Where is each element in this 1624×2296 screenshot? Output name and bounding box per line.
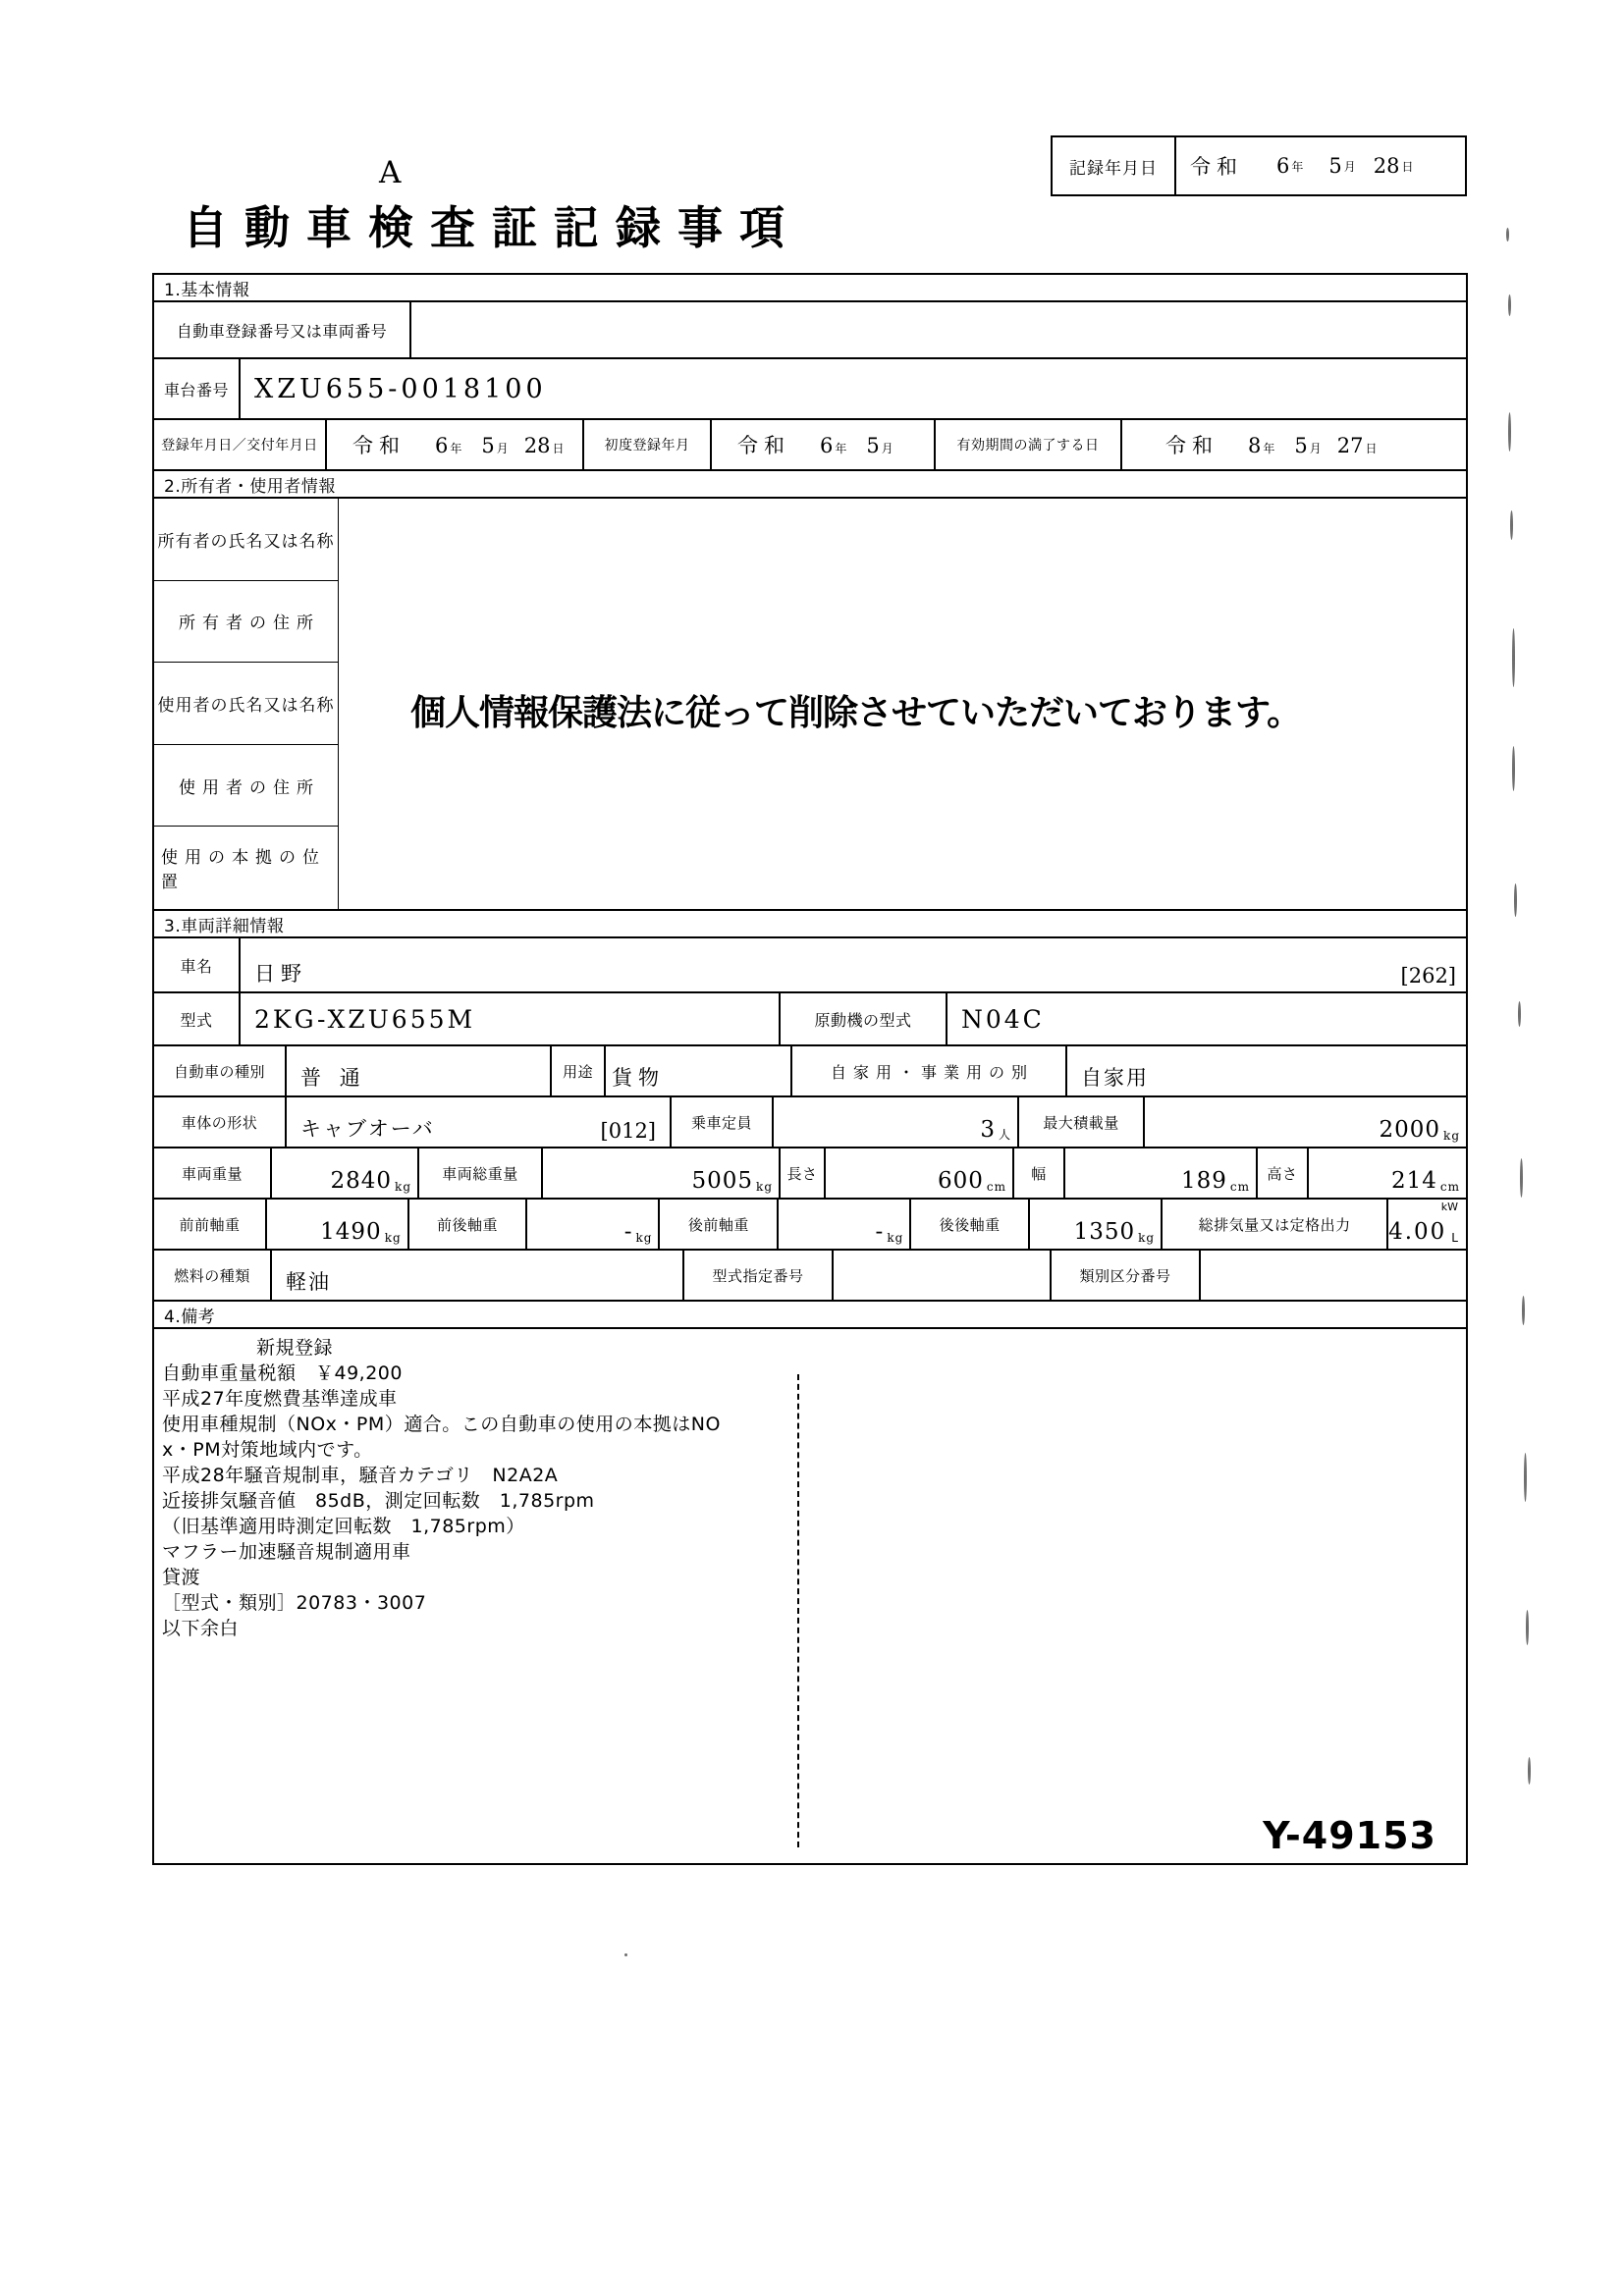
expiry-date-label: 有効期間の満了する日 xyxy=(936,420,1122,469)
registration-number-row xyxy=(154,302,1466,359)
vehicle-name-row xyxy=(154,938,1466,993)
height-label: 高さ xyxy=(1258,1148,1309,1198)
registration-date-year: 6 xyxy=(435,434,449,457)
axle-rf-label: 後前軸重 xyxy=(660,1200,779,1249)
axle-rr-value-cell xyxy=(1030,1200,1163,1249)
scan-speckle xyxy=(1506,228,1509,241)
registration-date-month-unit: 月 xyxy=(496,442,509,455)
vehicle-name-label: 車名 xyxy=(154,938,241,991)
expiry-date-day: 27 xyxy=(1336,434,1364,457)
remarks-area xyxy=(154,1329,1466,1879)
scan-speckle xyxy=(1524,1453,1527,1502)
chassis-number-label: 車台番号 xyxy=(154,359,241,418)
displacement-value-cell xyxy=(1388,1200,1466,1249)
private-business-value: 自家用 xyxy=(1081,1066,1149,1090)
private-business-label: 自家用・事業用の別 xyxy=(792,1046,1067,1095)
chassis-number-value: XZU655-0018100 xyxy=(254,373,547,404)
remark-line: 貸渡 xyxy=(162,1567,201,1588)
engine-model-value: N04C xyxy=(961,1004,1045,1034)
remark-line: ［型式・類別］20783・3007 xyxy=(162,1592,427,1614)
width-value-cell xyxy=(1065,1148,1258,1198)
user-address-label: 使用者の住所 xyxy=(154,745,339,828)
length-value-cell xyxy=(826,1148,1014,1198)
expiry-date-year-unit: 年 xyxy=(1263,442,1275,455)
fuel-type-row xyxy=(154,1251,1466,1302)
axle-fr-unit: kg xyxy=(635,1231,653,1245)
expiry-date-era: 令和 xyxy=(1165,434,1218,457)
scan-speckle xyxy=(1508,294,1511,316)
first-registration-year-unit: 年 xyxy=(835,442,847,455)
displacement-label: 総排気量又は定格出力 xyxy=(1163,1200,1388,1249)
base-location-label: 使用の本拠の位置 xyxy=(154,827,339,909)
axle-fr-value-cell xyxy=(527,1200,660,1249)
scan-speckle xyxy=(1512,628,1515,687)
document-serial-number: Y-49153 xyxy=(1263,1814,1436,1857)
axle-rr-label: 後後軸重 xyxy=(911,1200,1030,1249)
owner-name-label: 所有者の氏名又は名称 xyxy=(154,499,339,581)
width-value: 189 xyxy=(1180,1168,1227,1194)
registration-number-label: 自動車登録番号又は車両番号 xyxy=(154,302,411,357)
gross-weight-unit: kg xyxy=(756,1180,773,1194)
height-unit: cm xyxy=(1439,1180,1460,1194)
engine-model-label: 原動機の型式 xyxy=(781,993,947,1044)
record-date-day-unit: 日 xyxy=(1401,159,1414,174)
scan-speckle xyxy=(1510,510,1513,540)
height-value: 214 xyxy=(1390,1168,1437,1194)
axle-rr-unit: kg xyxy=(1138,1231,1156,1245)
displacement-unit-kw: kW xyxy=(1440,1201,1458,1213)
scan-speckle xyxy=(1526,1610,1529,1645)
vehicle-class-label: 自動車の種別 xyxy=(154,1046,287,1095)
length-value: 600 xyxy=(937,1168,984,1194)
model-designation-value xyxy=(834,1251,1052,1300)
remark-line: 使用車種規制（NOx・PM）適合。この自動車の使用の本拠はNO xyxy=(162,1414,721,1435)
record-date-label: 記録年月日 xyxy=(1053,137,1176,194)
seating-capacity-value-cell xyxy=(774,1097,1019,1147)
record-date-year: 6 xyxy=(1276,154,1290,178)
seating-capacity-value: 3 xyxy=(980,1117,996,1143)
remark-line: 新規登録 xyxy=(256,1337,334,1359)
registration-date-day-unit: 日 xyxy=(552,442,565,455)
axle-ff-unit: kg xyxy=(384,1231,402,1245)
purpose-label: 用途 xyxy=(552,1046,606,1095)
registration-dates-row xyxy=(154,420,1466,471)
body-shape-value: キャブオーバ xyxy=(300,1117,435,1141)
remark-line: x・PM対策地域内です。 xyxy=(162,1439,373,1461)
section-1-heading: 1.基本情報 xyxy=(154,275,1466,302)
gross-weight-value: 5005 xyxy=(691,1168,754,1194)
scan-speckle xyxy=(1522,1296,1525,1325)
gross-weight-value-cell xyxy=(543,1148,781,1198)
fuel-type-label: 燃料の種類 xyxy=(154,1251,272,1300)
section-3-heading: 3.車両詳細情報 xyxy=(154,911,1466,938)
axle-rr-value: 1350 xyxy=(1073,1219,1136,1245)
owner-address-label: 所有者の住所 xyxy=(154,581,339,664)
remark-line: 以下余白 xyxy=(162,1618,240,1639)
first-registration-year: 6 xyxy=(820,434,834,457)
max-load-value: 2000 xyxy=(1379,1117,1441,1143)
scan-speckle xyxy=(1528,1757,1531,1785)
axle-fr-value: - xyxy=(623,1219,633,1245)
width-unit: cm xyxy=(1229,1180,1250,1194)
remark-line: マフラー加速騒音規制適用車 xyxy=(162,1541,411,1563)
remarks-dashed-divider xyxy=(797,1374,799,1847)
vehicle-class-row xyxy=(154,1046,1466,1097)
registration-date-era: 令和 xyxy=(352,434,406,457)
record-date-box xyxy=(1051,135,1467,196)
expiry-date-day-unit: 日 xyxy=(1365,442,1378,455)
privacy-redaction-notice: 個人情報保護法に従って削除させていただいております。 xyxy=(410,693,1302,733)
registration-date-value xyxy=(327,420,584,469)
axle-ff-label: 前前軸重 xyxy=(154,1200,267,1249)
fuel-type-value: 軽油 xyxy=(272,1251,684,1300)
remarks-text xyxy=(154,1329,1466,1641)
certificate-frame xyxy=(152,273,1468,1865)
displacement-value: 4.00 xyxy=(1388,1219,1447,1245)
scan-speckle xyxy=(1520,1158,1523,1198)
vehicle-weight-value-cell xyxy=(272,1148,419,1198)
vehicle-weight-value: 2840 xyxy=(330,1168,393,1194)
record-date-day: 28 xyxy=(1373,154,1400,178)
scan-speckle xyxy=(1518,1001,1521,1027)
body-shape-code: [012] xyxy=(600,1119,656,1143)
first-registration-month: 5 xyxy=(866,434,880,457)
remark-line: 平成27年度燃費基準達成車 xyxy=(162,1388,398,1410)
record-date-year-unit: 年 xyxy=(1291,159,1304,174)
first-registration-value xyxy=(712,420,936,469)
body-shape-value-cell xyxy=(287,1097,672,1147)
seating-capacity-label: 乗車定員 xyxy=(672,1097,774,1147)
first-registration-label: 初度登録年月 xyxy=(584,420,712,469)
record-date-month-unit: 月 xyxy=(1343,159,1356,174)
owner-user-labels xyxy=(154,499,339,909)
record-date-value xyxy=(1176,137,1465,194)
remark-line: 平成28年騒音規制車，騒音カテゴリ N2A2A xyxy=(162,1465,559,1486)
page-letter-marker: A xyxy=(379,155,402,190)
scan-speckle xyxy=(1508,412,1511,452)
page-title: 自動車検査証記録事項 xyxy=(183,201,801,254)
max-load-value-cell xyxy=(1145,1097,1466,1147)
length-unit: cm xyxy=(986,1180,1006,1194)
record-date-month: 5 xyxy=(1328,154,1342,178)
section-2-heading: 2.所有者・使用者情報 xyxy=(154,471,1466,499)
axle-ff-value: 1490 xyxy=(320,1219,382,1245)
category-class-label: 類別区分番号 xyxy=(1052,1251,1201,1300)
first-registration-month-unit: 月 xyxy=(881,442,893,455)
purpose-value: 貨物 xyxy=(606,1046,792,1095)
vehicle-class-value: 普 通 xyxy=(287,1046,552,1095)
registration-number-value xyxy=(411,302,1466,357)
remark-line: 近接排気騒音値 85dB，測定回転数 1,785rpm xyxy=(162,1490,595,1512)
axle-weights-row xyxy=(154,1200,1466,1251)
model-value: 2KG-XZU655M xyxy=(241,993,781,1044)
registration-date-year-unit: 年 xyxy=(450,442,462,455)
vehicle-name-code: [262] xyxy=(1400,964,1456,988)
displacement-unit-l: L xyxy=(1451,1231,1458,1245)
body-shape-label: 車体の形状 xyxy=(154,1097,287,1147)
gross-weight-label: 車両総重量 xyxy=(419,1148,543,1198)
body-shape-row xyxy=(154,1097,1466,1148)
axle-rf-value-cell xyxy=(779,1200,911,1249)
section-4-heading: 4.備考 xyxy=(154,1302,1466,1329)
registration-date-day: 28 xyxy=(523,434,551,457)
height-value-cell xyxy=(1309,1148,1466,1198)
remark-line: （旧基準適用時測定回転数 1,785rpm） xyxy=(162,1516,525,1537)
max-load-label: 最大積載量 xyxy=(1019,1097,1145,1147)
axle-ff-value-cell xyxy=(267,1200,409,1249)
scan-speckle xyxy=(1514,883,1517,917)
vehicle-weight-unit: kg xyxy=(395,1180,411,1194)
axle-rf-unit: kg xyxy=(887,1231,904,1245)
length-label: 長さ xyxy=(781,1148,826,1198)
weights-dimensions-row xyxy=(154,1148,1466,1200)
user-name-label: 使用者の氏名又は名称 xyxy=(154,663,339,745)
category-class-value xyxy=(1201,1251,1466,1300)
max-load-unit: kg xyxy=(1443,1129,1460,1143)
axle-fr-label: 前後軸重 xyxy=(409,1200,528,1249)
first-registration-era: 令和 xyxy=(737,434,790,457)
model-row xyxy=(154,993,1466,1046)
record-date-era: 令和 xyxy=(1190,155,1243,179)
expiry-date-value xyxy=(1122,420,1466,469)
width-label: 幅 xyxy=(1014,1148,1065,1198)
remark-line: 自動車重量税額 ￥49,200 xyxy=(162,1362,403,1384)
axle-rf-value: - xyxy=(875,1219,885,1245)
scan-speckle xyxy=(1512,746,1515,791)
model-designation-label: 型式指定番号 xyxy=(684,1251,834,1300)
expiry-date-month: 5 xyxy=(1294,434,1308,457)
vehicle-weight-label: 車両重量 xyxy=(154,1148,272,1198)
vehicle-name-value: 日野 xyxy=(254,962,307,986)
seating-capacity-unit: 人 xyxy=(998,1128,1011,1142)
model-label: 型式 xyxy=(154,993,241,1044)
registration-date-label: 登録年月日／交付年月日 xyxy=(154,420,327,469)
chassis-number-row xyxy=(154,359,1466,420)
expiry-date-year: 8 xyxy=(1248,434,1262,457)
scan-speckle xyxy=(624,1953,627,1956)
expiry-date-month-unit: 月 xyxy=(1309,442,1322,455)
registration-date-month: 5 xyxy=(481,434,495,457)
